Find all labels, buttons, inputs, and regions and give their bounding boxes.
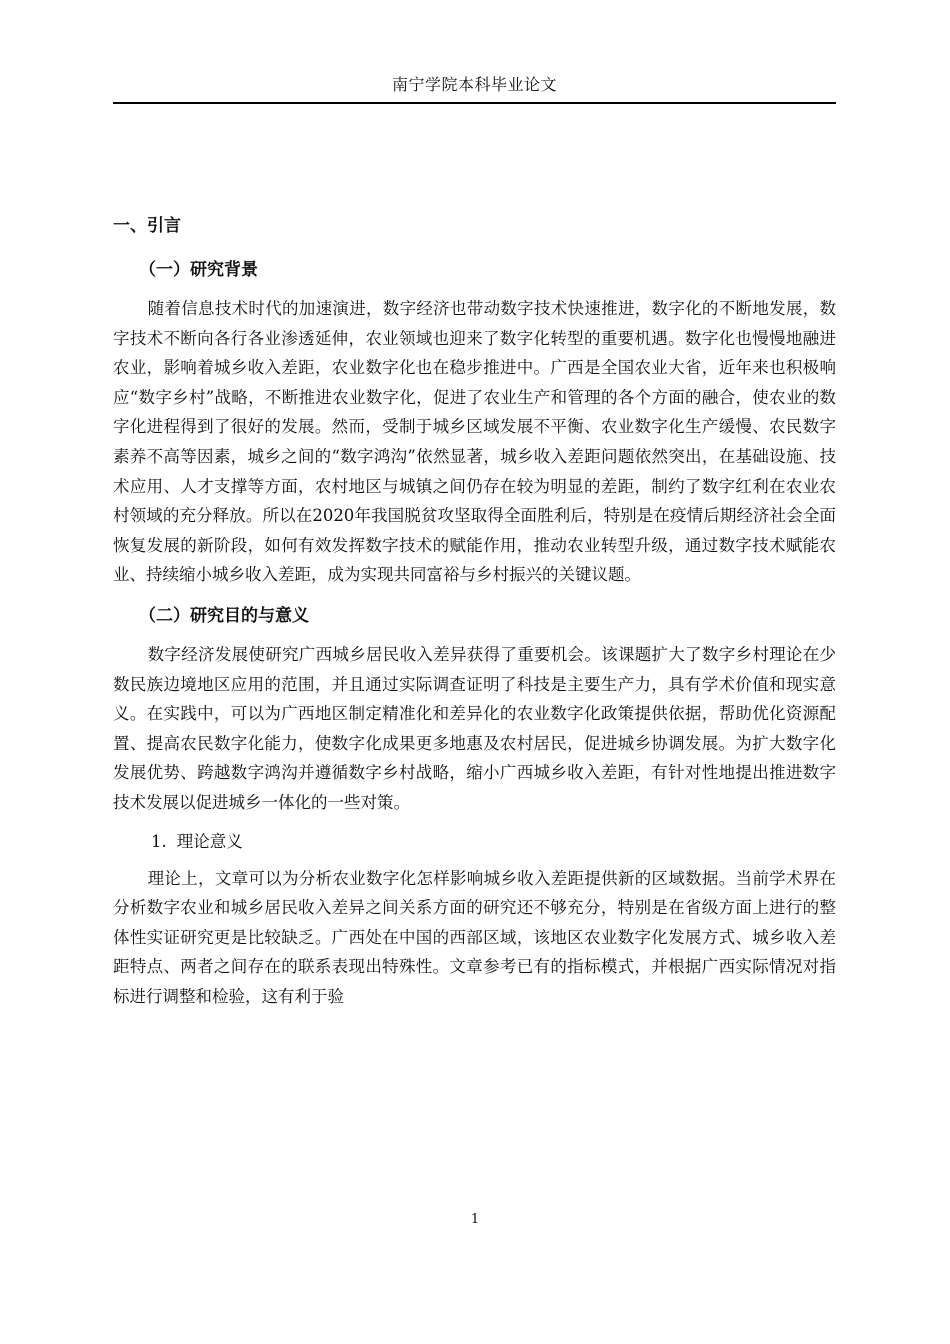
- item-number: 1.: [151, 831, 167, 851]
- section-title-introduction: 一、引言: [113, 216, 181, 236]
- paragraph-background: 随着信息技术时代的加速演进，数字经济也带动数字技术快速推进，数字化的不断地发展，数字技术不断向各行各业渗透延伸，农业领域也迎来了数字化转型的重要机遇。数字化也慢慢地融进农业，影响着城乡收入差距，农业数字化也在稳步推进中。广西是全国农业大省，近年来也积极响应“数字乡村”战略，不断推进农业数字化，促进了农业生产和管理的各个方面的融合，使农业的数字化进程得到了很好的发展。然而，受制于城乡区域发展不平衡、农业数字化生产缓慢、农民数字素养不高等因素，城乡之间的“数字鸿沟”依然显著，城乡收入差距问题依然突出，在基础设施、技术应用、人才支撑等方面，农村地区与城镇之间仍存在较为明显的差距，制约了数字红利在农业农村领域的充分释放。所以在2020年我国脱贫攻坚取得全面胜利后，特别是在疫情后期经济社会全面恢复发展的新阶段，如何有效发挥数字技术的赋能作用，推动农业转型升级，通过数字技术赋能农业、持续缩小城乡收入差距，成为实现共同富裕与乡村振兴的关键议题。: [113, 299, 836, 585]
- paragraph-purpose: 数字经济发展使研究广西城乡居民收入差异获得了重要机会。该课题扩大了数字乡村理论在少数民族边境地区应用的范围，并且通过实际调查证明了科技是主要生产力，具有学术价值和现实意义。在实践中，可以为广西地区制定精准化和差异化的农业数字化政策提供依据，帮助优化资源配置、提高农民数字化能力，使数字化成果更多地惠及农村居民，促进城乡协调发展。为扩大数字化发展优势、跨越数字鸿沟并遵循数字乡村战略，缩小广西城乡收入差距，有针对性地提出推进数字技术发展以促进城乡一体化的一些对策。: [113, 644, 836, 812]
- document-body: [113, 208, 836, 1011]
- subsection-title-purpose: （二）研究目的与意义: [139, 605, 309, 626]
- page-number: 1: [470, 1212, 480, 1227]
- item-title-text: 理论意义: [176, 831, 243, 851]
- page-header: 南宁学院本科毕业论文: [113, 68, 836, 104]
- subsection-title-background: （一）研究背景: [139, 260, 258, 280]
- paragraph-theory: 理论上，文章可以为分析农业数字化怎样影响城乡收入差距提供新的区域数据。当前学术界在分析数字农业和城乡居民收入差异之间关系方面的研究还不够充分，特别是在省级方面上进行的整体性实证研究更是比较缺乏。广西处在中国的西部区域，该地区农业数字化发展方式、城乡收入差距特点、两者之间存在的联系表现出特殊性。文章参考已有的指标模式，并根据广西实际情况对指标进行调整和检验，这有利于验: [113, 868, 836, 1006]
- item-title-theory: [151, 824, 836, 860]
